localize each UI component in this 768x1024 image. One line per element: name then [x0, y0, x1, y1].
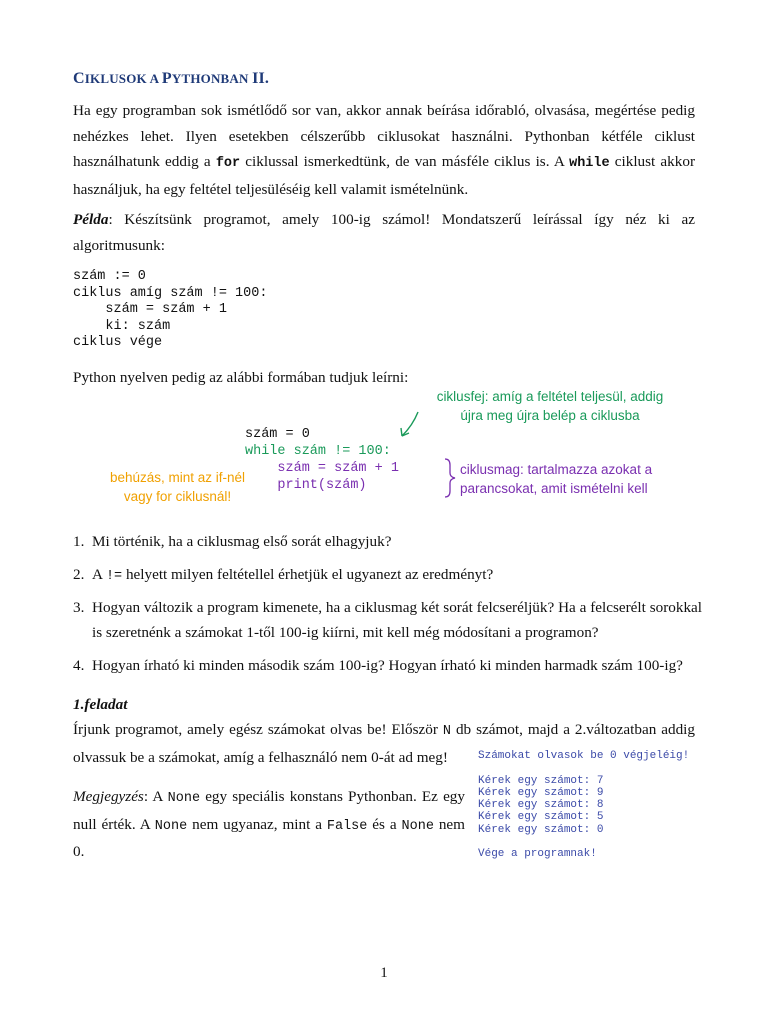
- code-line-init: szám = 0: [245, 427, 310, 442]
- arrow-icon: [396, 410, 426, 440]
- keyword-while: while: [569, 156, 610, 171]
- question-3: 3. Hogyan változik a program kimenete, ha a ciklusmag két sorát felcseréljük? Ha a felcserélt sorokkal is szeretnénk a számokat 1-től 100-ig kiírni, mit kell még módosítani a programon?: [73, 599, 702, 641]
- code-line-print: print(szám): [245, 478, 367, 493]
- console-output: Számokat olvasok be 0 végjeléig! Kérek egy számot: 7 Kérek egy számot: 9 Kérek egy számot: 8 Kérek egy számot: 5 Kérek egy számot: 0 Vége a programnak!: [478, 750, 690, 861]
- annotation-behuzas: behúzás, mint az if-nél vagy for ciklusnál!: [109, 470, 246, 504]
- intro-paragraph: Ha egy programban sok ismétlődő sor van, akkor annak beírása időrabló, olvasása, megértése pedig nehézkes lehet. Ilyen esetekben célszerűbb ciklusokat használni. Pythonban kétféle ciklust használhatunk eddig a for ciklussal ismerkedtünk, de van másféle ciklus is. A while ciklust akkor használjuk, ha egy feltétel teljesüléséig kell valamit ismételnünk.: [73, 102, 696, 198]
- question-2: 2. A != helyett milyen feltétellel érhetjük el ugyanezt az eredményt?: [73, 566, 494, 584]
- annotation-ciklusmag: ciklusmag: tartalmazza azokat a parancsokat, amit ismételni kell: [460, 462, 653, 496]
- pseudocode-block: szám := 0 ciklus amíg szám != 100: szám = szám + 1 ki: szám ciklus vége: [73, 269, 268, 350]
- python-intro: Python nyelven pedig az alábbi formában tudjuk leírni:: [73, 369, 409, 386]
- keyword-for: for: [215, 156, 241, 171]
- code-line-increment: szám = szám + 1: [245, 461, 399, 476]
- page-number: 1: [380, 965, 388, 981]
- question-1: 1. Mi történik, ha a ciklusmag első sorát elhagyjuk?: [73, 533, 392, 550]
- task-text: Írjunk programot, amely egész számokat olvas be! Először N db számot, majd a 2.változatban addig olvassuk be a számokat, amíg a felhasználó nem 0-át ad meg!: [73, 721, 695, 766]
- page-title: CIKLUSOK A PYTHONBAN II.: [73, 70, 270, 87]
- python-code-block: [245, 426, 399, 494]
- note-paragraph: Megjegyzés: A None egy speciális konstans Pythonban. Ez egy null érték. A None nem ugyanaz, mint a False és a None nem 0.: [73, 788, 465, 860]
- question-4: 4. Hogyan írható ki minden második szám 100-ig? Hogyan írható ki minden harmadk szám 100-ig?: [73, 657, 683, 674]
- brace-icon: [443, 457, 457, 499]
- code-line-while: while szám != 100:: [245, 444, 391, 459]
- annotation-ciklusfej: ciklusfej: amíg a feltétel teljesül, addig újra meg újra belép a ciklusba: [436, 389, 664, 423]
- task-heading: 1.feladat: [73, 696, 128, 713]
- example-paragraph: Példa: Készítsünk programot, amely 100-ig számol! Mondatszerű leírással így néz ki az algoritmusunk:: [73, 211, 695, 254]
